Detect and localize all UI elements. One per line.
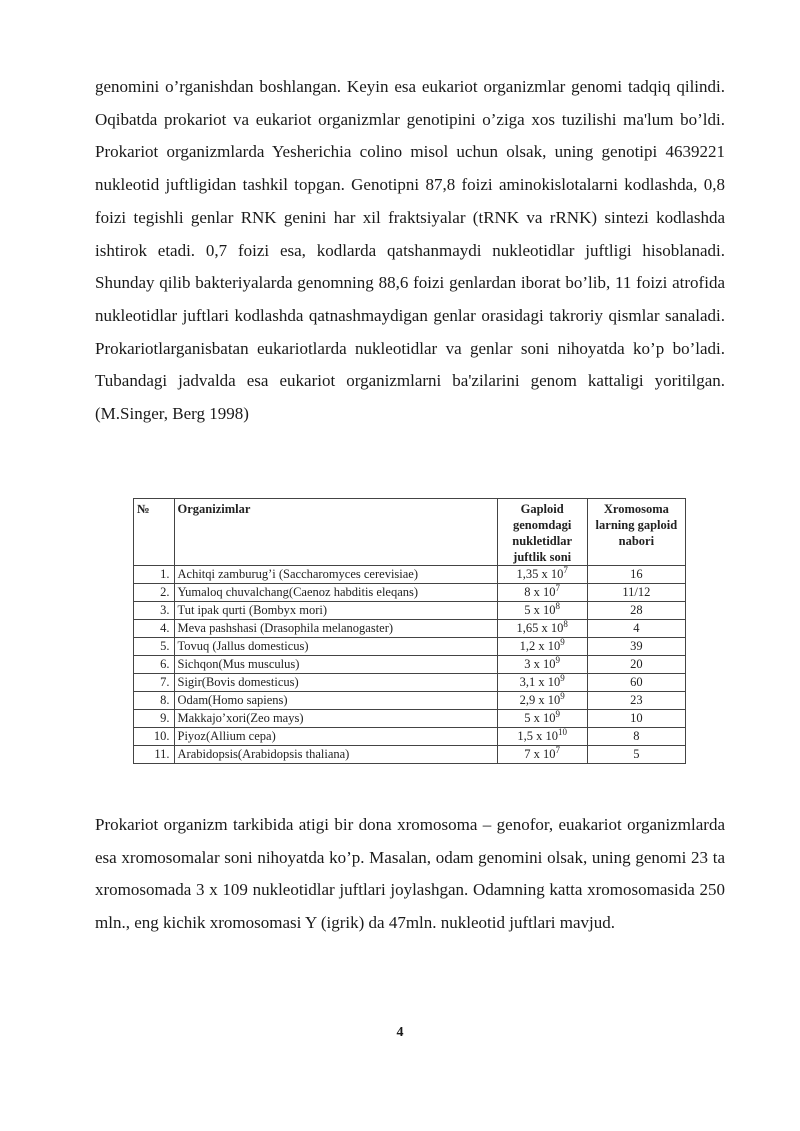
genome-size-mantissa: 1,5 x 10 bbox=[517, 729, 558, 743]
genome-size-exponent: 7 bbox=[563, 564, 568, 575]
organism-name: Odam(Homo sapiens) bbox=[174, 692, 497, 710]
table-row bbox=[134, 584, 686, 602]
organism-name: Meva pashshasi (Drasophila melanogaster) bbox=[174, 620, 497, 638]
chromosome-count: 8 bbox=[587, 728, 685, 746]
genome-size bbox=[497, 638, 587, 656]
header-chromosome-count: Xromosoma larning gaploid nabori bbox=[587, 499, 685, 566]
chromosome-count: 28 bbox=[587, 602, 685, 620]
chromosome-count: 60 bbox=[587, 674, 685, 692]
genome-size-exponent: 8 bbox=[563, 618, 568, 629]
organism-name: Tovuq (Jallus domesticus) bbox=[174, 638, 497, 656]
organism-name: Makkajo’xori(Zeo mays) bbox=[174, 710, 497, 728]
organism-name: Sichqon(Mus musculus) bbox=[174, 656, 497, 674]
genome-size-exponent: 7 bbox=[555, 744, 561, 755]
row-number: 1. bbox=[134, 566, 175, 584]
genome-size-exponent: 9 bbox=[560, 690, 565, 701]
header-number: № bbox=[134, 499, 175, 566]
genome-size-mantissa: 5 x 10 bbox=[524, 711, 556, 725]
header-genome-size: Gaploid genomdagi nukletidlar juftlik soni bbox=[497, 499, 587, 566]
table-row bbox=[134, 710, 686, 728]
genome-size bbox=[497, 746, 587, 764]
organism-name: Yumaloq chuvalchang(Caenoz habditis eleqans) bbox=[174, 584, 497, 602]
row-number: 2. bbox=[134, 584, 175, 602]
organism-name: Achitqi zamburug’i (Saccharomyces cerevisiae) bbox=[174, 566, 497, 584]
genome-size bbox=[497, 656, 587, 674]
table-row bbox=[134, 602, 686, 620]
header-organism: Organizimlar bbox=[174, 499, 497, 566]
organism-name: Tut ipak qurti (Bombyx mori) bbox=[174, 602, 497, 620]
genome-size-mantissa: 1,2 x 10 bbox=[519, 639, 561, 653]
page-number: 4 bbox=[396, 1025, 404, 1040]
row-number: 11. bbox=[134, 746, 175, 764]
genome-size-mantissa: 3 x 10 bbox=[524, 657, 556, 671]
genome-size-mantissa: 7 x 10 bbox=[524, 747, 556, 761]
organism-name: Arabidopsis(Arabidopsis thaliana) bbox=[174, 746, 497, 764]
table-row bbox=[134, 656, 686, 674]
genome-size-table bbox=[133, 498, 686, 764]
chromosome-count: 5 bbox=[587, 746, 685, 764]
genome-size-exponent: 9 bbox=[555, 654, 561, 665]
row-number: 5. bbox=[134, 638, 175, 656]
genome-size-exponent: 10 bbox=[557, 726, 567, 737]
genome-size bbox=[497, 602, 587, 620]
chromosome-count: 16 bbox=[587, 566, 685, 584]
table-row bbox=[134, 638, 686, 656]
genome-size bbox=[497, 620, 587, 638]
table-row bbox=[134, 674, 686, 692]
genome-size-table-wrapper bbox=[133, 498, 686, 764]
organism-name: Piyoz(Allium cepa) bbox=[174, 728, 497, 746]
genome-size-exponent: 7 bbox=[555, 582, 561, 593]
organism-name: Sigir(Bovis domesticus) bbox=[174, 674, 497, 692]
row-number: 7. bbox=[134, 674, 175, 692]
chromosome-count: 23 bbox=[587, 692, 685, 710]
genome-size-mantissa: 3,1 x 10 bbox=[519, 675, 561, 689]
genome-size bbox=[497, 728, 587, 746]
chromosome-count: 11/12 bbox=[587, 584, 685, 602]
genome-size bbox=[497, 692, 587, 710]
genome-size-exponent: 9 bbox=[560, 636, 565, 647]
table-row bbox=[134, 746, 686, 764]
genome-size-mantissa: 8 x 10 bbox=[524, 585, 556, 599]
genome-size-exponent: 9 bbox=[555, 708, 561, 719]
row-number: 6. bbox=[134, 656, 175, 674]
table-row bbox=[134, 566, 686, 584]
chromosome-count: 39 bbox=[587, 638, 685, 656]
genome-size bbox=[497, 566, 587, 584]
genome-size bbox=[497, 710, 587, 728]
row-number: 3. bbox=[134, 602, 175, 620]
chromosome-count: 4 bbox=[587, 620, 685, 638]
genome-size-mantissa: 1,35 x 10 bbox=[516, 567, 564, 581]
genome-size-exponent: 8 bbox=[555, 600, 561, 611]
closing-paragraph: Prokariot organizm tarkibida atigi bir dona xromosoma – genofor, euakariot organizmlarda esa xromosomalar soni nihoyatda ko’p. Masalan, odam genomini olsak, uning genomi 23 ta xromosomada 3 x 109 nukleotidlar juftlari joylashgan. Odamning katta xromosomasida 250 mln., eng kichik xromosomasi Y (igrik) da 47mln. nukleotid juftlari mavjud. bbox=[95, 815, 725, 933]
row-number: 10. bbox=[134, 728, 175, 746]
row-number: 4. bbox=[134, 620, 175, 638]
genome-size bbox=[497, 674, 587, 692]
row-number: 8. bbox=[134, 692, 175, 710]
chromosome-count: 10 bbox=[587, 710, 685, 728]
intro-paragraph: genomini o’rganishdan boshlangan. Keyin esa eukariot organizmlar genomi tadqiq qilindi. Oqibatda prokariot va eukariot organizmlar genotipini o’ziga xos tuzilishi ma'lum bo’ldi. Prokariot organizmlarda Yesherichia colino misol uchun olsak, uning genotipi 4639221 nukleotid juftligidan tashkil topgan. Genotipni 87,8 foizi aminokislotalarni kodlashda, 0,8 foizi tegishli genlar RNK genini har xil fraktsiyalar (tRNK va rRNK) sintezi kodlashda ishtirok etadi. 0,7 foizi esa, kodlarda qatshanmaydi nukleotidlar juftligi hisoblanadi. Shunday qilib bakteriyalarda genomning 88,6 foizi genlardan iborat bo’lib, 11 foizi atrofida nukleotidlar juftlari kodlashda qatnashmaydigan genlar orasidagi takroriy qismlar sanaladi. Prokariotlarganisbatan eukariotlarda nukleotidlar va genlar soni nihoyatda ko’p bo’ladi. Tubandagi jadvalda esa eukariot organizmlarni ba'zilarini genom kattaligi yoritilgan. (M.Singer, Berg 1998) bbox=[95, 77, 725, 424]
table-row bbox=[134, 692, 686, 710]
genome-size-exponent: 9 bbox=[560, 672, 565, 683]
genome-size bbox=[497, 584, 587, 602]
genome-size-mantissa: 1,65 x 10 bbox=[516, 621, 564, 635]
table-row bbox=[134, 728, 686, 746]
table-row bbox=[134, 620, 686, 638]
row-number: 9. bbox=[134, 710, 175, 728]
genome-size-mantissa: 5 x 10 bbox=[524, 603, 556, 617]
chromosome-count: 20 bbox=[587, 656, 685, 674]
table-header-row bbox=[134, 499, 686, 566]
genome-size-mantissa: 2,9 x 10 bbox=[519, 693, 561, 707]
